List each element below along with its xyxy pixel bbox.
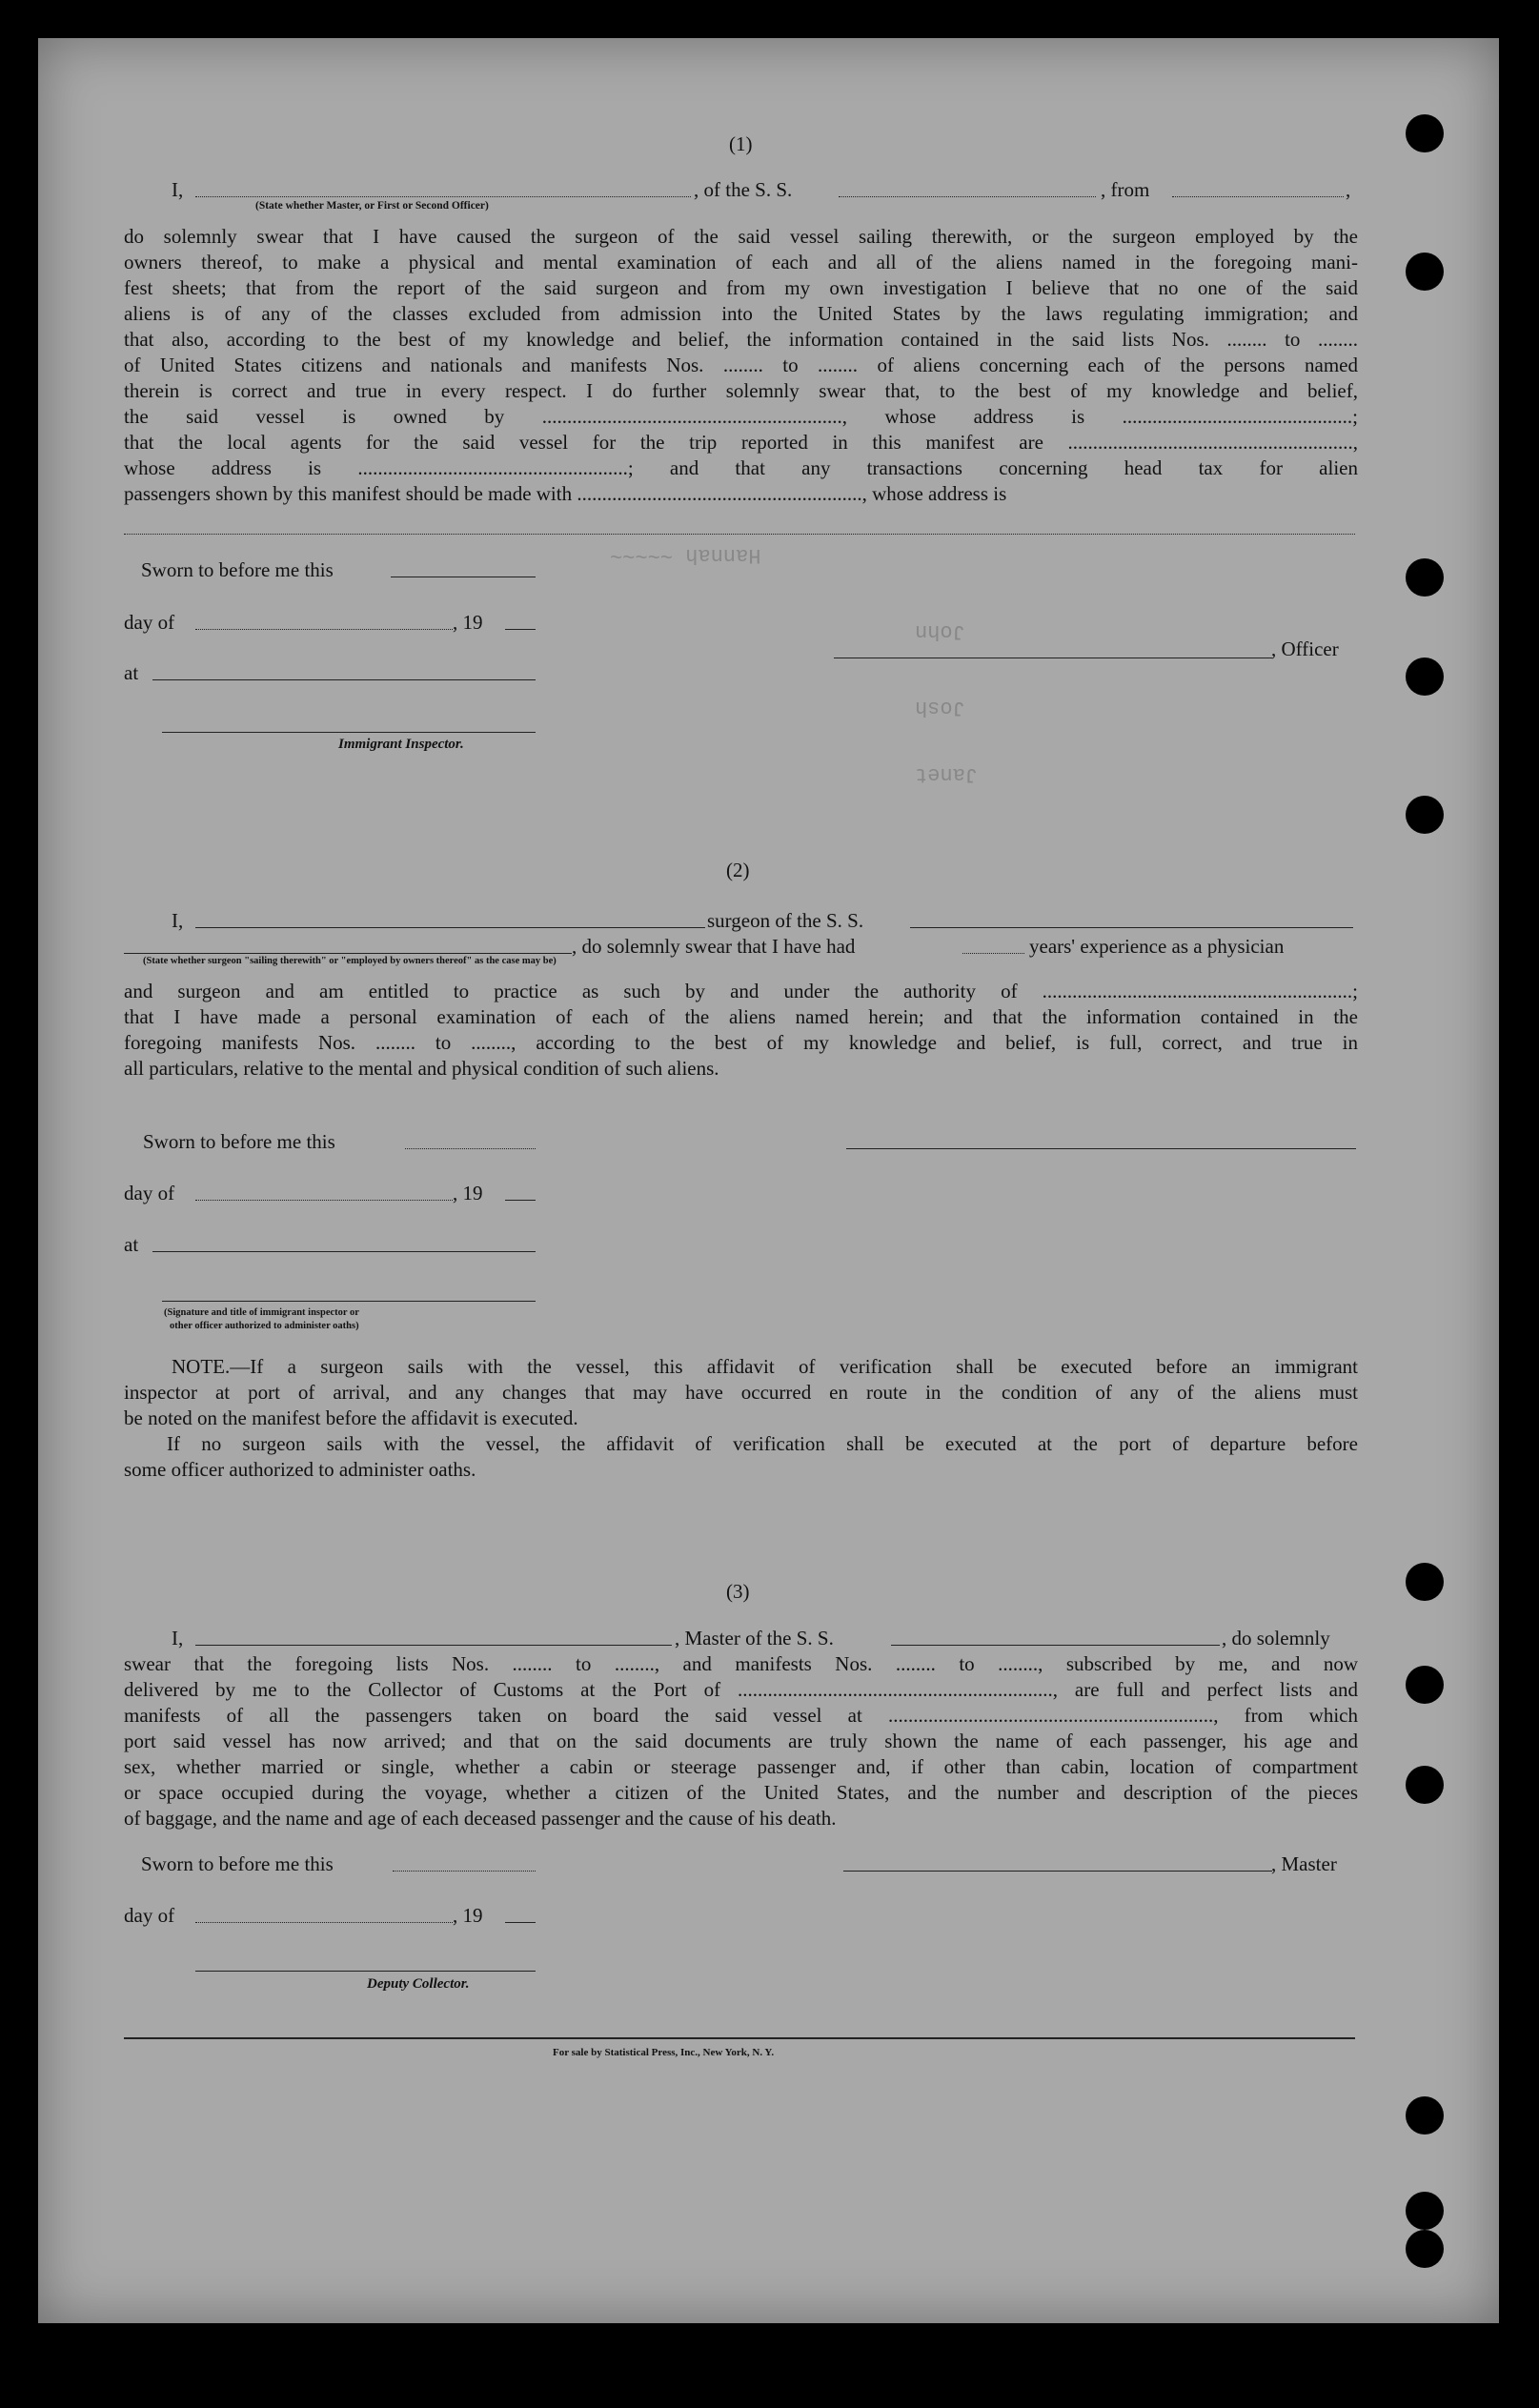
text-line: manifests of all the passengers taken on board the said vessel at ................................................................., from which [124,1704,1358,1727]
blank-line [393,1871,536,1872]
bleed-through-text: Janet [915,762,979,786]
signature-line [162,1301,536,1302]
blank-line [910,927,1353,928]
deputy-caption: Deputy Collector. [367,1976,470,1992]
signature-line [162,732,536,733]
text-line: whose address is ......................................................; and that any transactions concerning head tax for alien [124,456,1358,479]
caption: (State whether Master, or First or Second Officer) [255,200,489,212]
text-line: that the local agents for the said vessel for the trip reported in this manifest are ........................................................., [124,431,1358,454]
text-line: NOTE.—If a surgeon sails with the vessel, this affidavit of verification shall be executed before an immigrant [172,1355,1358,1378]
binder-holes [1406,0,1453,2408]
oath-paragraph-1 [124,224,1358,507]
footer-rule [124,2037,1355,2039]
punch-hole [1406,253,1444,291]
master-signature-line [843,1871,1272,1872]
footer-text: For sale by Statistical Press, Inc., New York, N. Y. [553,2047,775,2058]
blank-line [195,1645,672,1646]
text-line: therein is correct and true in every respect. I do further solemnly swear that, to the best of my knowledge and belief, [124,379,1358,402]
inspector-caption: Immigrant Inspector. [338,737,464,752]
sworn-label: Sworn to before me this [141,558,334,581]
text-line: all particulars, relative to the mental and physical condition of such aliens. [124,1057,719,1080]
bleed-through-text: Hannah ~~~~~ [610,543,761,567]
punch-hole [1406,2230,1444,2268]
caption: other officer authorized to administer oaths) [170,1321,359,1331]
text-line: sex, whether married or single, whether a cabin or steerage passenger and, if other than cabin, location of compartment [124,1755,1358,1778]
day-label: day of [124,611,175,634]
blank-line [505,629,536,630]
punch-hole [1406,658,1444,696]
text-line: the said vessel is owned by ............................................................, whose address is ..............................................; [124,405,1358,428]
day-label: day of [124,1182,175,1204]
year-label: , 19 [453,1182,483,1204]
punch-hole [1406,2192,1444,2230]
sworn-label: Sworn to before me this [141,1852,334,1875]
caption: (State whether surgeon "sailing therewith" or "employed by owners thereof" as the case may be) [143,956,557,966]
text-line: inspector at port of arrival, and any changes that may have occurred en route in the condition of any of the aliens must [124,1381,1358,1404]
text-line: that also, according to the best of my knowledge and belief, the information contained in the said lists Nos. ........ to ........ [124,328,1358,351]
day-label: day of [124,1904,175,1927]
oath-paragraph-2 [124,979,1358,1082]
blank-line [195,196,691,197]
punch-hole [1406,2096,1444,2135]
text-line: swear that the foregoing lists Nos. ........ to ........, and manifests Nos. ........ to ........, subscribed by me, and now [124,1652,1358,1675]
master-of-label: , Master of the S. S. [675,1627,834,1649]
surgeon-label: surgeon of the S. S. [707,909,864,932]
blank-line [152,1251,536,1252]
year-label: , 19 [453,1904,483,1927]
text-line: do solemnly swear that I have caused the surgeon of the said vessel sailing therewith, or the surgeon employed by the [124,225,1358,248]
text-line: and surgeon and am entitled to practice as such by and under the authority of ..............................................................; [124,980,1358,1002]
experience-label: years' experience as a physician [1029,935,1285,958]
blank-line [405,1148,536,1149]
master-label: , Master [1271,1852,1337,1875]
bleed-through-text: John [915,619,965,643]
text-line: owners thereof, to make a physical and mental examination of each and all of the aliens named in the foregoing mani- [124,251,1358,273]
blank-line [839,196,1096,197]
blank-line [891,1645,1220,1646]
section-number: (1) [729,132,753,155]
text-line: foregoing manifests Nos. ........ to ........, according to the best of my knowledge and belief, is full, correct, and true in [124,1031,1358,1054]
punch-hole [1406,1766,1444,1804]
punch-hole [1406,114,1444,152]
blank-line [195,1922,453,1923]
vessel-label: , of the S. S. [694,178,793,201]
blank-line [195,629,453,630]
text-line: of baggage, and the name and age of each deceased passenger and the cause of his death. [124,1807,837,1830]
text-line: aliens is of any of the classes excluded from admission into the United States by the laws regulating immigration; and [124,302,1358,325]
punch-hole [1406,1563,1444,1601]
year-label: , 19 [453,611,483,634]
section-number: (2) [726,859,750,881]
blank-line [962,953,1024,954]
signature-line [195,1971,536,1972]
at-label: at [124,661,139,684]
blank-line [1172,196,1344,197]
text-line: port said vessel has now arrived; and that on the said documents are truly shown the name of each passenger, his age and [124,1730,1358,1752]
punch-hole [1406,796,1444,834]
text-line: If no surgeon sails with the vessel, the affidavit of verification shall be executed at the port of departure before [167,1432,1358,1455]
solemnly-label: , do solemnly [1222,1627,1330,1649]
blank-line [152,679,536,680]
at-label: at [124,1233,139,1256]
blank-line [195,927,705,928]
blank-line [124,953,572,954]
blank-line [195,1200,453,1201]
caption: (Signature and title of immigrant inspector or [164,1307,359,1318]
oath-paragraph-3 [124,1651,1358,1831]
sworn-label: Sworn to before me this [143,1130,335,1153]
note-paragraph [124,1354,1358,1483]
from-label: , from [1101,178,1150,201]
text-line: fest sheets; that from the report of the said surgeon and from my own investigation I believe that no one of the said [124,276,1358,299]
blank-line [505,1200,536,1201]
punct: , [1346,178,1351,201]
text-line: be noted on the manifest before the affidavit is executed. [124,1406,578,1429]
bleed-through-text: Josh [915,696,965,719]
punch-hole [1406,1666,1444,1704]
blank-line [505,1922,536,1923]
punch-hole [1406,558,1444,597]
oath-intro: I, [172,178,184,201]
oath-intro: I, [172,909,184,932]
text-line: or space occupied during the voyage, whether a citizen of the United States, and the number and description of the pieces [124,1781,1358,1804]
oath-intro: I, [172,1627,184,1649]
blank-line [124,534,1355,535]
text-line: some officer authorized to administer oaths. [124,1458,476,1481]
section-number: (3) [726,1580,750,1603]
surgeon-signature-line [846,1148,1356,1149]
text-line: that I have made a personal examination of each of the aliens named herein; and that the information contained in the [124,1005,1358,1028]
text-line: of United States citizens and nationals and manifests Nos. ........ to ........ of aliens concerning each of the persons named [124,354,1358,376]
text-line: passengers shown by this manifest should be made with ........................................................., whose address is [124,482,1007,505]
officer-label: , Officer [1271,637,1339,660]
text-line: delivered by me to the Collector of Customs at the Port of ..............................................................., are full and perfect lists and [124,1678,1358,1701]
swear-label: , do solemnly swear that I have had [572,935,856,958]
